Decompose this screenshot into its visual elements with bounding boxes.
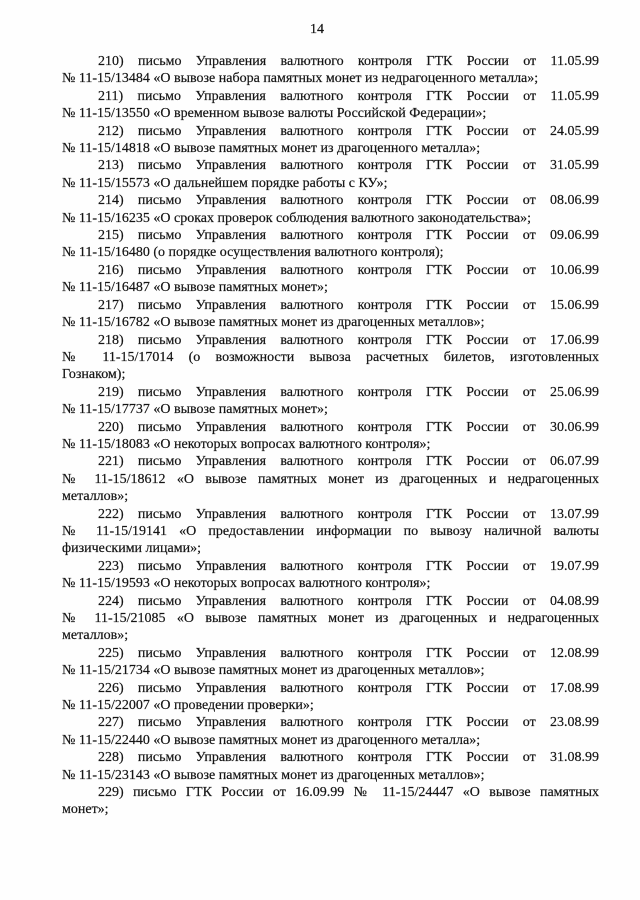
- list-item-line: металлов»;: [62, 489, 129, 505]
- list-item: [62, 558, 599, 593]
- list-item: [62, 157, 599, 192]
- list-item-line: № 11-15/18083 «О некоторых вопросах валютного контроля»;: [62, 436, 431, 452]
- document-body: [62, 53, 599, 819]
- list-item-line: № 11-15/16480 (о порядке осуществления валютного контроля);: [62, 245, 444, 261]
- list-item: [62, 332, 599, 384]
- list-item: [62, 297, 599, 332]
- list-item: [62, 645, 599, 680]
- list-item-line: 222) письмо Управления валютного контроля ГТК России от 13.07.99: [98, 506, 599, 522]
- list-item-line: 229) письмо ГТК России от 16.09.99 № 11-15/24447 «О вывозе памятных: [98, 785, 599, 801]
- list-item-line: 225) письмо Управления валютного контроля ГТК России от 12.08.99: [98, 645, 599, 661]
- list-item: [62, 123, 599, 158]
- list-item-line: № 11-15/17737 «О вывозе памятных монет»;: [62, 402, 328, 418]
- list-item-line: № 11-15/21085 «О вывозе памятных монет из драгоценных и недрагоценных: [62, 611, 599, 626]
- list-item: [62, 384, 599, 419]
- list-item-line: № 11-15/13484 «О вывозе набора памятных монет из недрагоценного металла»;: [62, 71, 539, 87]
- list-item-line: физическими лицами»;: [62, 541, 201, 557]
- list-item: [62, 453, 599, 505]
- list-item-line: 223) письмо Управления валютного контроля ГТК России от 19.07.99: [98, 558, 599, 574]
- list-item: [62, 262, 599, 297]
- list-item-line: № 11-15/17014 (о возможности вывоза расчетных билетов, изготовленных: [62, 349, 599, 365]
- list-item-line: 220) письмо Управления валютного контроля ГТК России от 30.06.99: [98, 419, 599, 435]
- list-item: [62, 506, 599, 558]
- list-item-line: № 11-15/16235 «О сроках проверок соблюдения валютного законодательства»;: [62, 210, 532, 226]
- page-number: 14: [310, 22, 324, 37]
- list-item-line: № 11-15/23143 «О вывозе памятных монет из драгоценных металлов»;: [62, 767, 485, 783]
- list-item-line: 212) письмо Управления валютного контроля ГТК России от 24.05.99: [98, 123, 599, 139]
- list-item-line: 214) письмо Управления валютного контроля ГТК России от 08.06.99: [98, 193, 599, 209]
- list-item: [62, 419, 599, 454]
- list-item-line: № 11-15/19593 «О некоторых вопросах валютного контроля»;: [62, 576, 431, 592]
- list-item-line: № 11-15/21734 «О вывозе памятных монет из драгоценных металлов»;: [62, 663, 485, 679]
- list-item-line: 210) письмо Управления валютного контроля ГТК России от 11.05.99: [98, 54, 599, 69]
- list-item: [62, 88, 599, 123]
- list-item-line: 211) письмо Управления валютного контроля ГТК России от 11.05.99: [98, 88, 599, 104]
- list-item-line: 227) письмо Управления валютного контроля ГТК России от 23.08.99: [98, 715, 599, 731]
- list-item-line: № 11-15/13550 «О временном вывозе валюты Российской Федерации»;: [62, 106, 487, 122]
- list-item-line: 213) письмо Управления валютного контроля ГТК России от 31.05.99: [98, 158, 599, 174]
- list-item-line: № 11-15/15573 «О дальнейшем порядке работы с КУ»;: [62, 175, 388, 191]
- list-item: [62, 53, 599, 88]
- list-item-line: 216) письмо Управления валютного контроля ГТК России от 10.06.99: [98, 262, 599, 278]
- list-item: [62, 680, 599, 715]
- list-item-line: 226) письмо Управления валютного контроля ГТК России от 17.08.99: [98, 680, 599, 696]
- list-item-line: металлов»;: [62, 628, 129, 644]
- list-item-line: № 11-15/22440 «О вывозе памятных монет из драгоценного металла»;: [62, 732, 481, 748]
- list-item: [62, 192, 599, 227]
- list-item-line: 215) письмо Управления валютного контроля ГТК России от 09.06.99: [98, 228, 599, 244]
- list-item-line: № 11-15/14818 «О вывозе памятных монет из драгоценного металла»;: [62, 141, 481, 157]
- list-item-line: 219) письмо Управления валютного контроля ГТК России от 25.06.99: [98, 384, 599, 400]
- list-item-line: 221) письмо Управления валютного контроля ГТК России от 06.07.99: [98, 454, 599, 470]
- list-item-line: монет»;: [62, 802, 109, 818]
- list-item: [62, 227, 599, 262]
- list-item: [62, 714, 599, 749]
- list-item-line: № 11-15/16782 «О вывозе памятных монет из драгоценных металлов»;: [62, 315, 485, 331]
- list-item-line: 224) письмо Управления валютного контроля ГТК России от 04.08.99: [98, 593, 599, 609]
- list-item-line: № 11-15/22007 «О проведении проверки»;: [62, 698, 314, 714]
- list-item: [62, 749, 599, 784]
- list-item-line: № 11-15/16487 «О вывозе памятных монет»;: [62, 280, 328, 296]
- list-item-line: № 11-15/18612 «О вывозе памятных монет из драгоценных и недрагоценных: [62, 471, 599, 487]
- list-item-line: 218) письмо Управления валютного контроля ГТК России от 17.06.99: [98, 332, 599, 348]
- list-item-line: Гознаком);: [62, 367, 126, 383]
- list-item-line: № 11-15/19141 «О предоставлении информации по вывозу наличной валюты: [62, 523, 599, 539]
- list-item-line: 217) письмо Управления валютного контроля ГТК России от 15.06.99: [98, 297, 599, 313]
- list-item: [62, 784, 599, 819]
- list-item-line: 228) письмо Управления валютного контроля ГТК России от 31.08.99: [98, 750, 599, 766]
- list-item: [62, 593, 599, 645]
